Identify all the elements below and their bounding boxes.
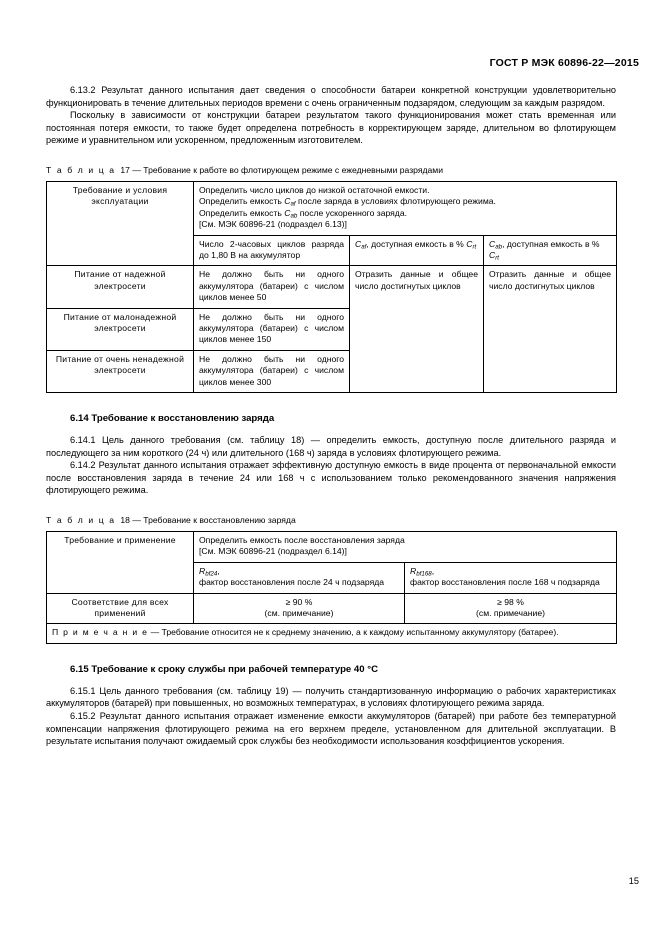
symbol-c-ab <box>489 239 502 249</box>
label-line-2: электросети <box>94 323 146 334</box>
paragraph-6-13-2: 6.13.2 Результат данного испытания дает сведения о способности батареи конкретной конструкции удовлетворительно функционировать в течение длительных периодов времени с очень ограниченным подзарядом, следующим за каждым разрядом. <box>46 85 616 108</box>
symbol-sub-bf168: bf168 <box>416 570 432 578</box>
table-17-row-label-very-unreliable <box>47 350 194 392</box>
value-168h: ≥ 98 % <box>497 596 524 607</box>
symbol-c-ab <box>284 208 297 218</box>
table-17-cell-cycles-very-unreliable: Не должно быть ни одного аккумулятора (батареи) с числом циклов менее 300 <box>194 350 350 392</box>
table-18-requirement-cell <box>194 532 617 563</box>
table-row <box>47 532 617 563</box>
table-17-requirement-label <box>47 181 194 265</box>
label-line-2: электросети <box>94 280 146 291</box>
table-18-value-168h <box>405 593 617 624</box>
table-17-colhead-cab <box>484 235 617 266</box>
table-18-value-24h <box>194 593 405 624</box>
req-line-1: Определить емкость после восстановления заряда <box>199 535 405 546</box>
symbol-c: C <box>489 238 496 249</box>
paragraph-6-15-1: 6.15.1 Цель данного требования (см. таблицу 19) — получить стандартизованную информацию о рабочих характеристиках аккумуляторов (батарей) при повышенных, но возможных температурах, в условиях флотирующего режима заряда. <box>46 685 616 709</box>
symbol-r: R <box>410 565 417 576</box>
table-17-row-label-reliable <box>47 266 194 308</box>
label-line-1: Питание от надежной <box>74 269 166 280</box>
req-line-3-pre: Определить емкость <box>199 207 285 218</box>
table-17-requirement-cell <box>194 181 617 235</box>
table-18-colhead-rbf168 <box>405 562 617 593</box>
paragraph-6-15-2: 6.15.2 Результат данного испытания отражает изменение емкости аккумуляторов (батарей) при работе без температурной компенсации напряжения флотирующего режима на его верхнем пределе, установленном для длительной эксплуатации. В результате испытания получают ожидаемый срок службы без необходимости использования коэффициентов ускорения. <box>46 711 616 747</box>
note-word: П р и м е ч а н и е <box>52 627 149 638</box>
section-heading-6-14: 6.14 Требование к восстановлению заряда <box>70 413 275 425</box>
label-line-2: электросети <box>94 365 146 376</box>
table-18-note-row <box>47 624 617 643</box>
spacer <box>46 644 616 664</box>
spacer <box>46 497 616 515</box>
table-18-compliance-label: Соответствие для всех применений <box>47 593 194 624</box>
symbol-c: C <box>466 238 473 249</box>
table-17-caption-word: Т а б л и ц а <box>46 164 116 175</box>
table-17-cell-cycles-reliable: Не должно быть ни одного аккумулятора (батареи) с числом циклов менее 50 <box>194 266 350 308</box>
req-line-2: [См. МЭК 60896-21 (подраздел 6.14)] <box>199 546 347 557</box>
symbol-sub-af: af <box>290 200 296 208</box>
label-line-1: Питание от малонадежной <box>63 311 177 322</box>
symbol-r-bf168 <box>410 566 432 576</box>
value-24h-note: (см. примечание) <box>264 608 334 619</box>
symbol-r-bf24 <box>199 566 217 576</box>
req-line-3 <box>199 208 611 219</box>
symbol-c-rt <box>489 250 499 260</box>
table-18-colhead-rbf24 <box>194 562 405 593</box>
table-row <box>47 624 617 643</box>
req-line-2-pre: Определить емкость <box>199 196 285 207</box>
table-row <box>47 181 617 235</box>
table-17-cell-caf-data: Отразить данные и общее число достигнутых циклов <box>350 266 484 393</box>
symbol-c: C <box>355 238 362 249</box>
symbol-c-rt <box>466 239 476 249</box>
table-17-caption <box>46 165 616 175</box>
table-17-cell-cab-data: Отразить данные и общее число достигнутых циклов <box>484 266 617 393</box>
symbol-sub-bf24: bf24 <box>205 570 218 578</box>
label-line-2: эксплуатации <box>91 196 149 207</box>
table-17-colhead-cycles: Число 2-часовых циклов разряда до 1,80 В на аккумулятор <box>194 235 350 266</box>
label-line-1: Требование и условия <box>72 184 168 195</box>
page-number: 15 <box>628 876 639 886</box>
spacer <box>46 393 616 413</box>
spacer <box>46 675 616 685</box>
spacer <box>46 147 616 165</box>
spacer <box>46 424 616 434</box>
paragraph-6-14-1: 6.14.1 Цель данного требования (см. таблицу 18) — определить емкость, доступную после длительного разряда и последующего за ним короткого (24 ч) или длительного (168 ч) заряда в условиях флотирующего режима. <box>46 435 616 458</box>
value-24h: ≥ 90 % <box>285 596 313 607</box>
table-row <box>47 266 617 308</box>
table-18 <box>46 531 617 644</box>
table-17-cell-cycles-unreliable: Не должно быть ни одного аккумулятора (батареи) с числом циклов менее 150 <box>194 308 350 350</box>
req-line-4: [См. МЭК 60896-21 (подраздел 6.13)] <box>199 219 347 230</box>
symbol-c: C <box>284 196 291 207</box>
paragraph-poskolku: Поскольку в зависимости от конструкции батареи результатом такого функционирования может стать временная или постоянная потеря емкости, то также будет определена потребность в корректирующем заряде, длительном во флотирующем режиме и уравнительном или ускоренном, предложенным изготовителем. <box>46 110 616 146</box>
table-18-requirement-label: Требование и применение <box>47 532 194 594</box>
req-line-3-post: после ускоренного заряда. <box>297 207 407 218</box>
symbol-sub-af: af <box>361 242 367 250</box>
table-17-caption-text: 17 — Требование к работе во флотирующем режиме с ежедневными разрядами <box>120 164 444 175</box>
table-17-row-label-unreliable <box>47 308 194 350</box>
table-17 <box>46 181 617 393</box>
colhead-caf-text: , доступная емкость в % <box>366 238 467 249</box>
label-line-1: Питание от очень ненадежной <box>55 353 185 364</box>
symbol-c: C <box>489 250 496 260</box>
symbol-r-bf24-line: $R_{bf24}$, <box>199 565 220 578</box>
table-18-caption-word: Т а б л и ц а <box>46 515 116 526</box>
colhead-cab-text: , доступная емкость в % <box>502 238 600 249</box>
req-line-1: Определить число циклов до низкой остаточной емкости. <box>199 184 430 195</box>
table-18-caption-text: 18 — Требование к восстановлению заряда <box>120 515 296 526</box>
colhead-rbf168-text: фактор восстановления после 168 ч подзаряда <box>410 577 600 588</box>
symbol-c: C <box>284 207 291 218</box>
symbol-sub-rt: rt <box>495 254 499 262</box>
note-text: — Требование относится не к среднему значению, а к каждому испытанному аккумулятору (батарее). <box>148 627 559 638</box>
page-content <box>46 84 616 748</box>
symbol-r: R <box>199 565 206 576</box>
symbol-r-bf168-line: $R_{bf168}$, <box>410 565 435 578</box>
req-line-2 <box>199 196 611 207</box>
paragraph-6-14-2: 6.14.2 Результат данного испытания отражает эффективную доступную емкость в виде процента от первоначальной емкости после восстановления заряда в течение 24 или 168 ч с использованием только рекомендованного значения напряжения флотирующего режима. <box>46 460 616 496</box>
table-row <box>47 593 617 624</box>
value-168h-note: (см. примечание) <box>476 608 545 619</box>
symbol-sub-ab: ab <box>495 242 503 250</box>
symbol-c-af <box>355 239 366 249</box>
req-line-2-post: после заряда в условиях флотирующего режима. <box>295 196 496 207</box>
page-header-standard-number: ГОСТ Р МЭК 60896-22—2015 <box>489 57 639 69</box>
table-18-caption <box>46 515 616 525</box>
symbol-sub-ab: ab <box>290 212 298 220</box>
symbol-sub-rt: rt <box>472 242 477 250</box>
symbol-c-af <box>284 196 295 206</box>
colhead-rbf24-text: фактор восстановления после 24 ч подзаряда <box>199 577 385 588</box>
section-heading-6-15: 6.15 Требование к сроку службы при рабочей температуре 40 °C <box>70 663 379 675</box>
table-17-colhead-caf <box>350 235 484 266</box>
